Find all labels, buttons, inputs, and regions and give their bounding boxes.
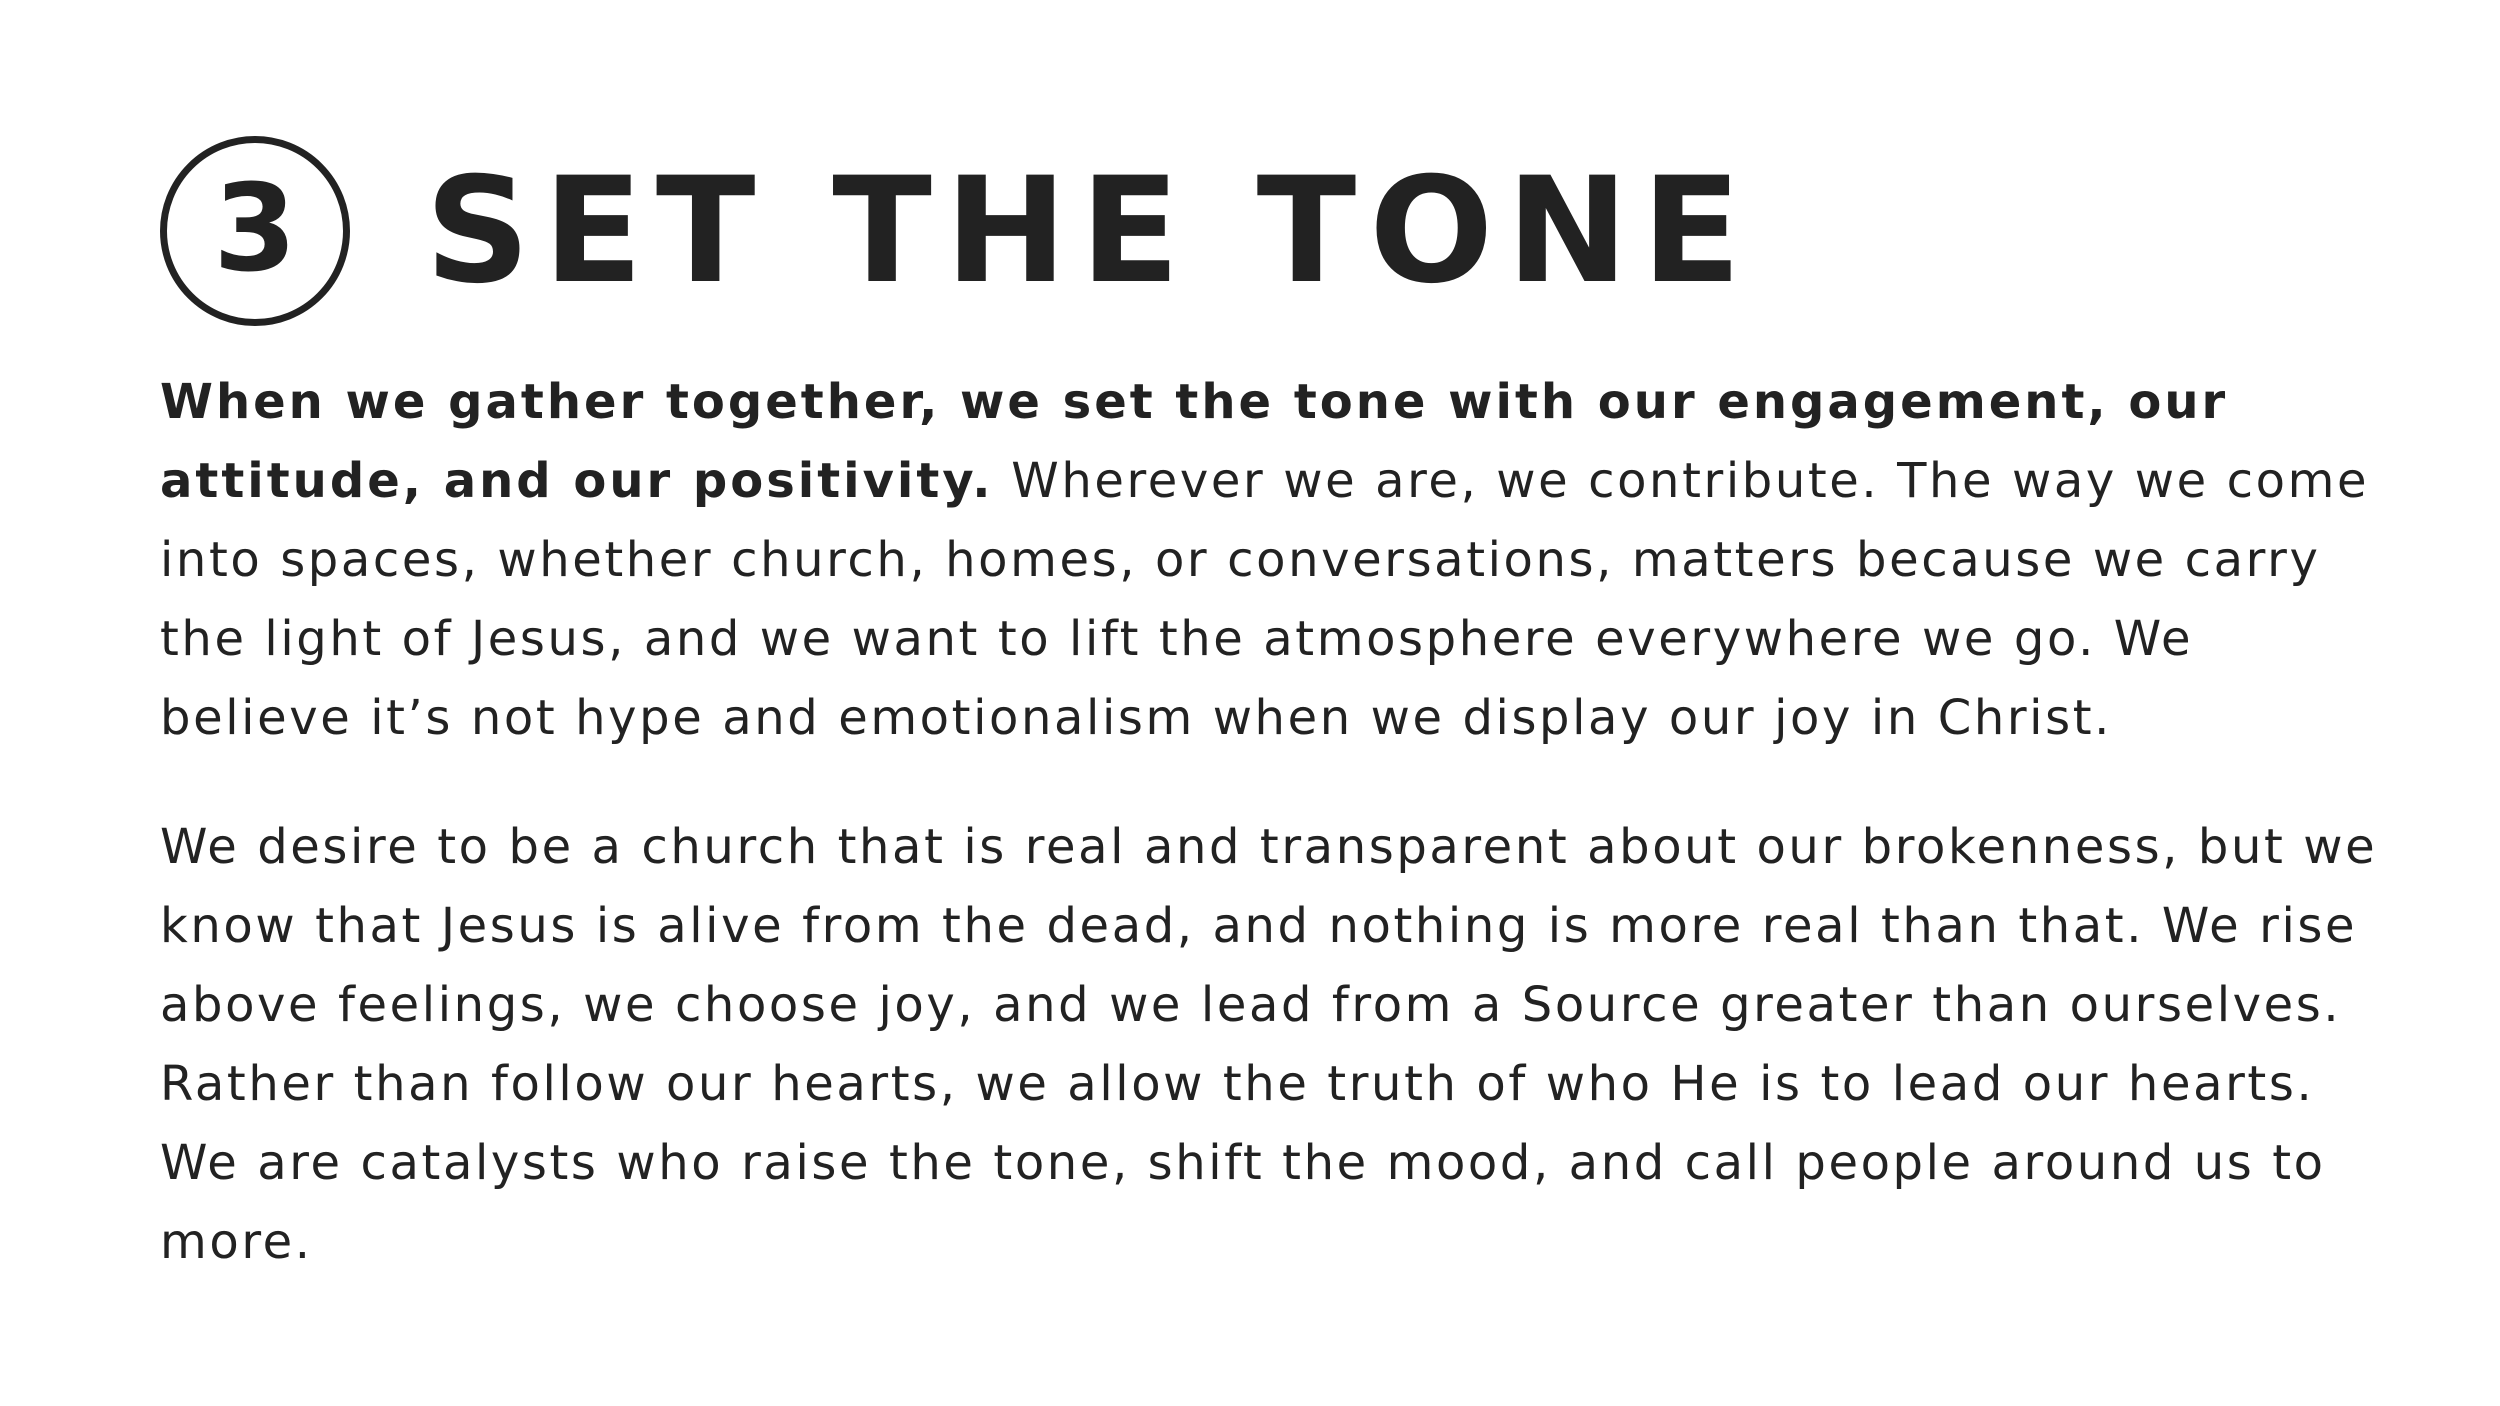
paragraph-1: [160, 363, 2380, 758]
section-number-badge: [160, 136, 350, 326]
paragraph-1-lead: When we gather together, we set the tone with our engagement, our attitude, and our positivity.: [160, 374, 2229, 509]
section-title: SET THE TONE: [425, 145, 1755, 316]
paragraph-2-body: We desire to be a church that is real and transparent about our brokenness, but we know that Jesus is alive from the dead, and nothing is more real than that. We rise above feelings, we choose joy, and we lead from a Source greater than ourselves. Rather than follow our hearts, we allow the truth of who He is to lead our hearts. We are catalysts who raise the tone, shift the mood, and call people around us to more.: [160, 819, 2378, 1270]
paragraph-2: [160, 808, 2380, 1282]
paragraph-1-body: Wherever we are, we contribute. The way we come into spaces, whether church, homes, or conversations, matters because we carry the light of Jesus, and we want to lift the atmosphere everywhere we go. We believe it’s not hype and emotionalism when we display our joy in Christ.: [160, 453, 2370, 746]
section-number: 3: [213, 159, 297, 299]
page-content: [160, 128, 2380, 1282]
section-heading: [160, 128, 2380, 333]
